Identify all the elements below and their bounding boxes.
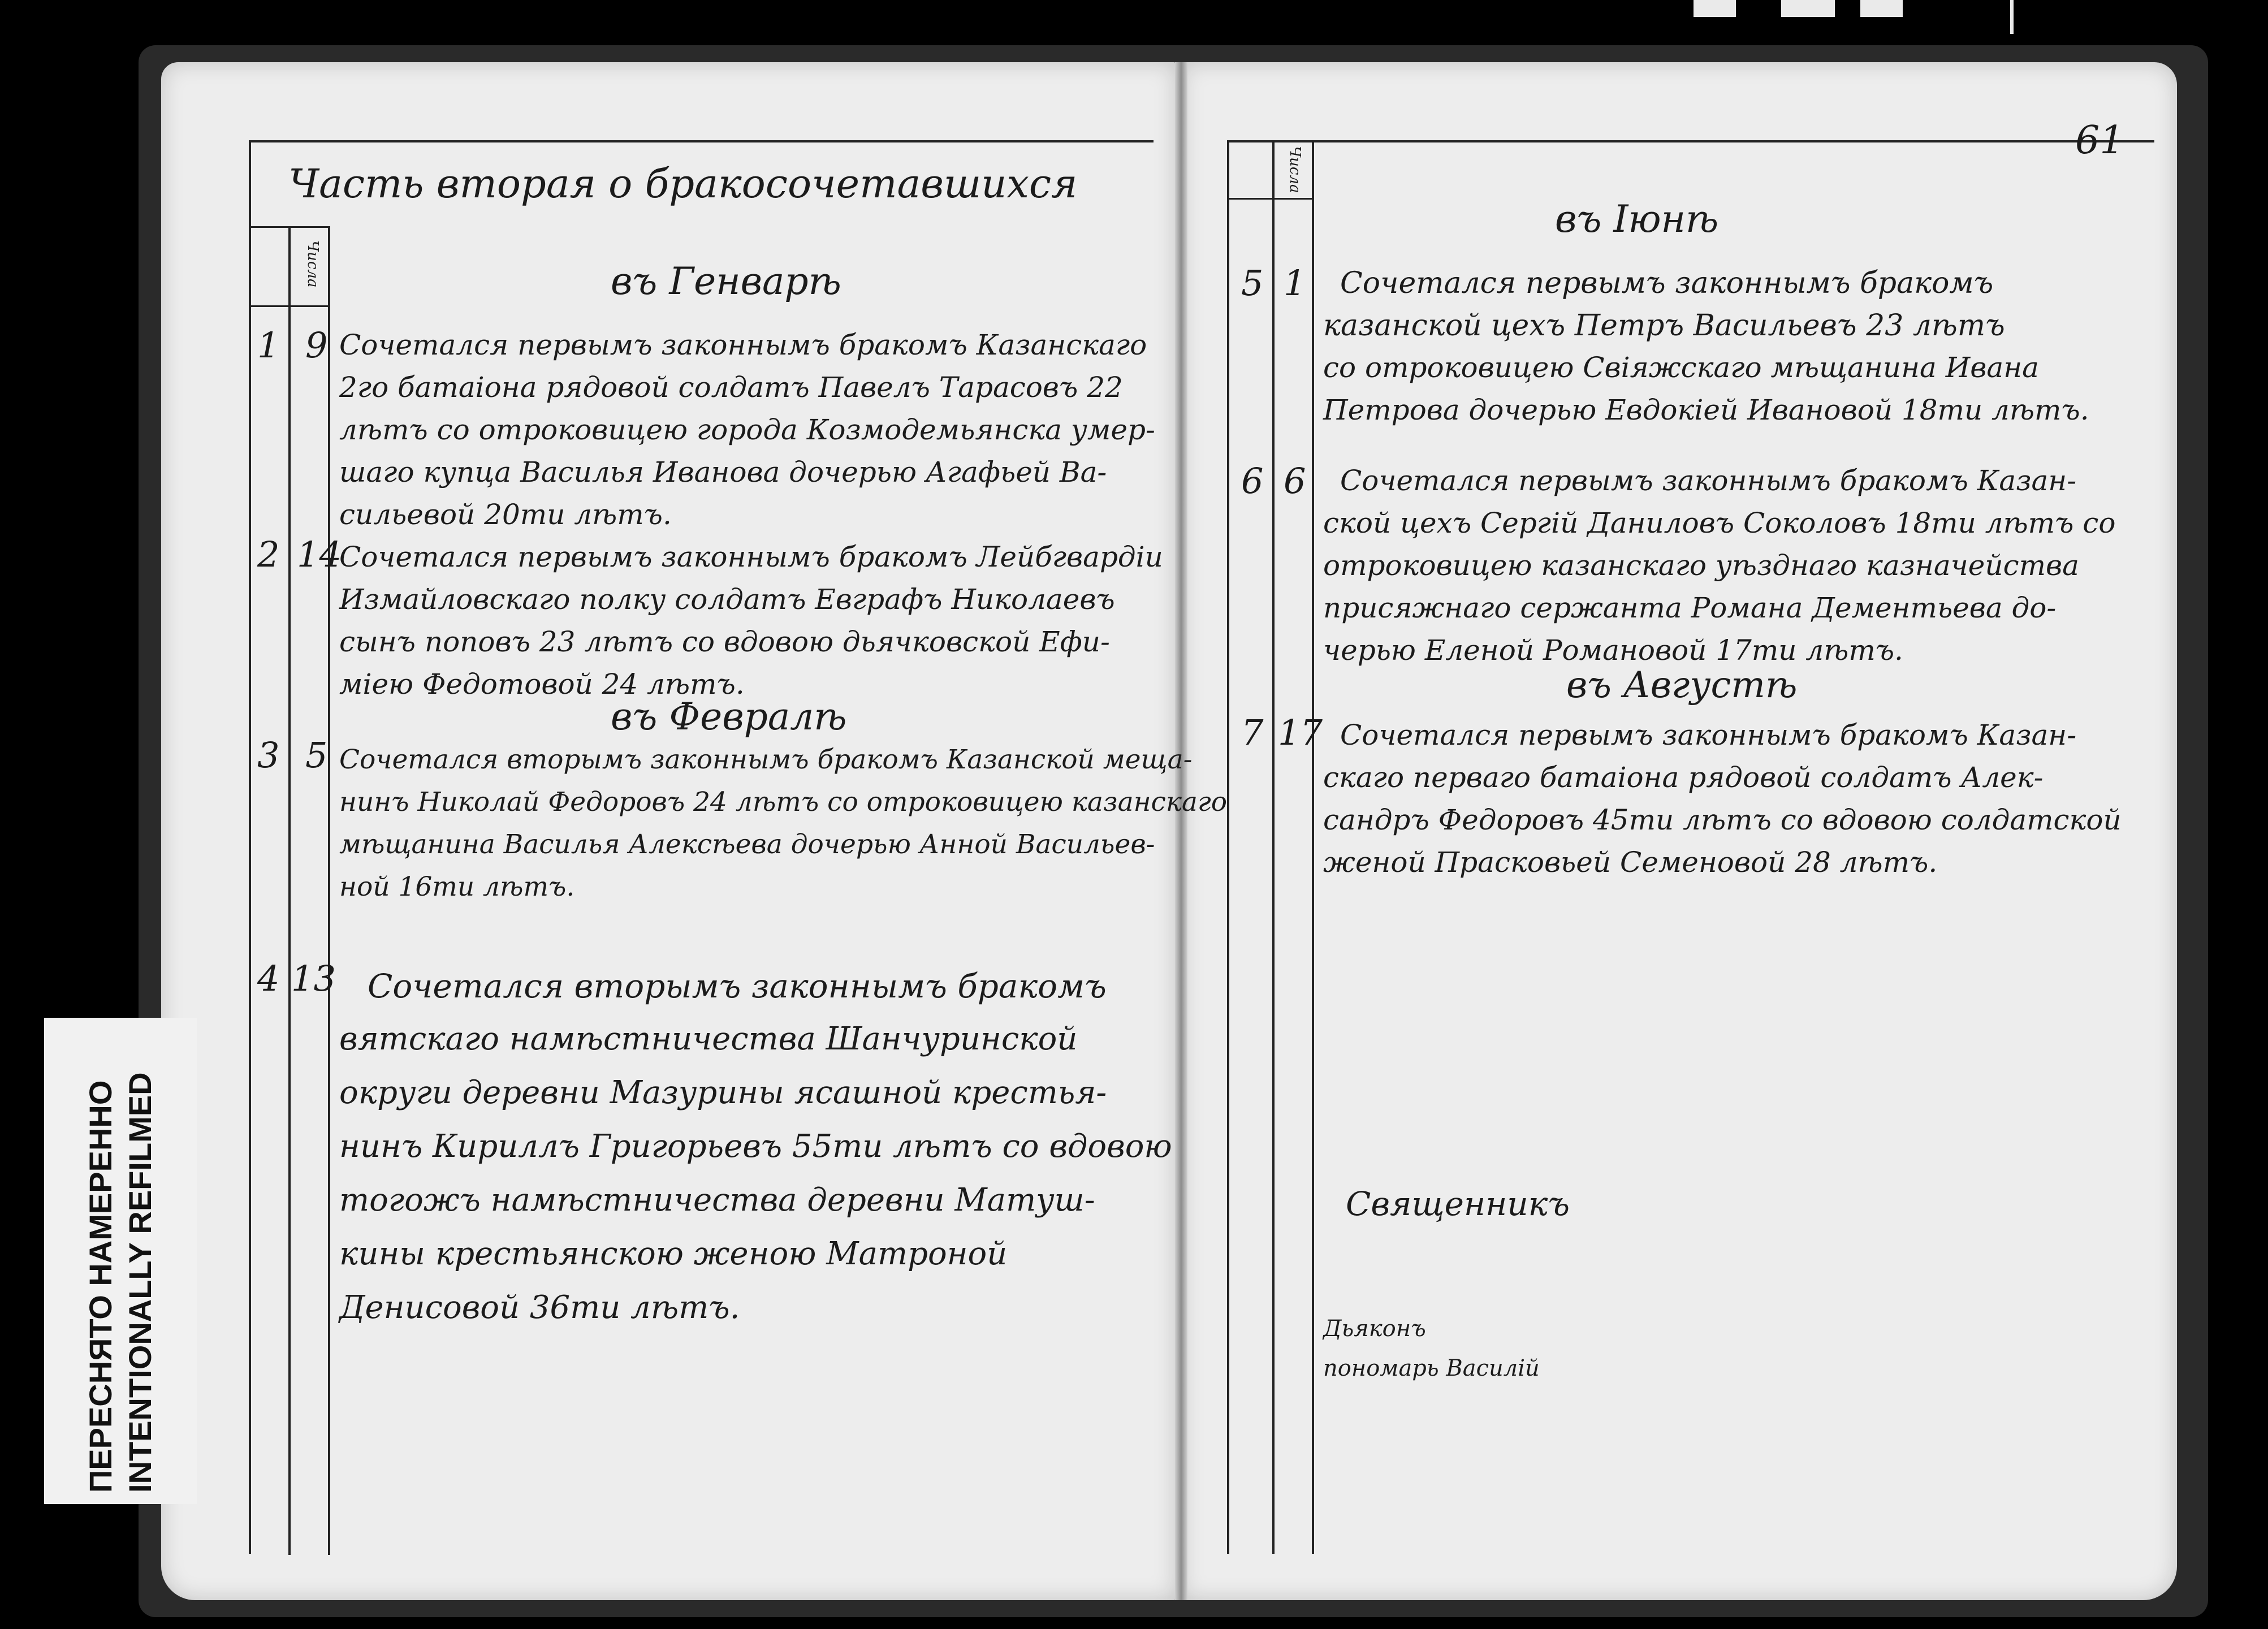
right-column-rule [1272,140,1275,1554]
film-edge-mark [1694,0,1736,17]
entry-line: Сочетался первымъ законнымъ бракомъ Лейбгвардіи [339,541,1163,573]
entry-line: ной 16ти лѣтъ. [339,871,575,902]
entry-line: присяжнаго сержанта Романа Дементьева до- [1323,591,2057,624]
entry-line: Сочетался вторымъ законнымъ бракомъ [368,967,1107,1005]
entry-line: шаго купца Василья Иванова дочерью Агафьей Ва- [339,456,1107,489]
entry-number: 2 [257,534,280,575]
entry-line: міею Федотовой 24 лѣтъ. [339,668,745,701]
entry-line: ской цехъ Сергій Даниловъ Соколовъ 18ти лѣтъ со [1323,507,2116,539]
entry-number: 7 [1241,712,1264,753]
entry-line: тогожъ намѣстничества деревни Матуш- [339,1182,1095,1218]
entry-number: 5 [1241,262,1264,304]
signature-sexton: пономарь Василій [1323,1355,1540,1381]
entry-line: Сочетался первымъ законнымъ бракомъ Казан- [1340,464,2077,497]
entry-line: округи деревни Мазурины ясашной крестья- [339,1074,1107,1111]
entry-line: нинъ Николай Федоровъ 24 лѣтъ со отроковицею казанскаго [339,787,1228,818]
entry-line: нинъ Кириллъ Григорьевъ 55ти лѣтъ со вдовою [339,1128,1172,1165]
left-header-rule [249,305,328,307]
entry-line: женой Прасковьей Семеновой 28 лѣтъ. [1323,846,1938,879]
column-header-day: Числа [1286,146,1303,193]
entry-number: 1 [257,325,280,366]
stamp-line-ru: ПЕРЕСНЯТО НАМЕРЕННО [83,1080,118,1493]
month-heading-january: въ Генварѣ [611,260,841,303]
entry-day: 5 [305,734,328,776]
entry-line: Сочетался первымъ законнымъ бракомъ Казанскаго [339,329,1147,361]
entry-day: 1 [1284,262,1306,304]
signature-priest: Священникъ [1346,1185,1570,1223]
entry-line: Сочетался первымъ законнымъ бракомъ Казан- [1340,719,2077,751]
month-heading-february: въ Февралѣ [611,695,847,738]
entry-line: 2го батаіона рядовой солдатъ Павелъ Тарасовъ 22 [339,371,1123,404]
refilmed-stamp [44,1018,197,1504]
entry-line: сильевой 20ти лѣтъ. [339,498,672,531]
entry-line: скаго перваго батаіона рядовой солдатъ Алек- [1323,761,2044,794]
entry-line: кины крестьянскою женою Матроной [339,1235,1008,1272]
month-heading-june: въ Іюнѣ [1555,197,1719,241]
left-column-rule [288,226,291,1555]
stamp-line-en: INTENTIONALLY REFILMED [122,1072,158,1493]
entry-number: 3 [257,734,280,776]
entry-line: Измайловскаго полку солдатъ Евграфъ Николаевъ [339,583,1115,616]
left-header-rule [249,226,328,228]
entry-line: отроковицею казанскаго уѣзднаго казначейства [1323,549,2079,582]
entry-line: мѣщанина Василья Алексѣева дочерью Анной Васильев- [339,829,1155,860]
entry-line: Сочетался первымъ законнымъ бракомъ [1340,266,1994,300]
entry-line: сынъ поповъ 23 лѣтъ со вдовою дьячковской Ефи- [339,625,1110,658]
entry-day: 14 [297,534,342,575]
page-number: 61 [2075,118,2124,163]
entry-line: лѣтъ со отроковицею города Козмодемьянска умер- [339,413,1155,446]
entry-line: казанской цехъ Петръ Васильевъ 23 лѣтъ [1323,309,2005,343]
entry-line: сандръ Федоровъ 45ти лѣтъ со вдовою солдатской [1323,803,2122,836]
right-header-rule [1227,198,1312,200]
film-edge-mark [1781,0,1835,17]
entry-day: 17 [1278,712,1323,753]
film-edge-mark [1860,0,1903,17]
right-column-rule [1312,140,1314,1554]
entry-line: со отроковицею Свіяжскаго мѣщанина Ивана [1323,351,2039,384]
left-column-rule [328,226,330,1555]
entry-number: 4 [257,958,280,999]
entry-day: 9 [305,325,328,366]
entry-line: вятскаго намѣстничества Шанчуринской [339,1021,1078,1057]
signature-deacon: Дьяконъ [1323,1316,1426,1342]
entry-line: Денисовой 36ти лѣтъ. [339,1289,740,1326]
column-header-day: Числа [304,240,321,288]
book-gutter [1175,62,1187,1600]
film-edge-mark [2010,0,2014,34]
entry-day: 13 [291,958,336,999]
month-heading-august: въ Августѣ [1566,664,1798,706]
entry-line: черью Еленой Романовой 17ти лѣтъ. [1323,634,1903,667]
left-top-rule [249,140,1154,142]
entry-number: 6 [1241,460,1264,502]
right-column-rule [1227,140,1229,1554]
left-column-rule [249,140,251,1554]
section-title: Часть вторая о бракосочетавшихся [288,161,1078,207]
entry-line: Петрова дочерью Евдокіей Ивановой 18ти лѣтъ. [1323,394,2089,426]
entry-line: Сочетался вторымъ законнымъ бракомъ Казанской меща- [339,744,1193,775]
entry-day: 6 [1284,460,1306,502]
right-top-rule [1227,140,2154,142]
